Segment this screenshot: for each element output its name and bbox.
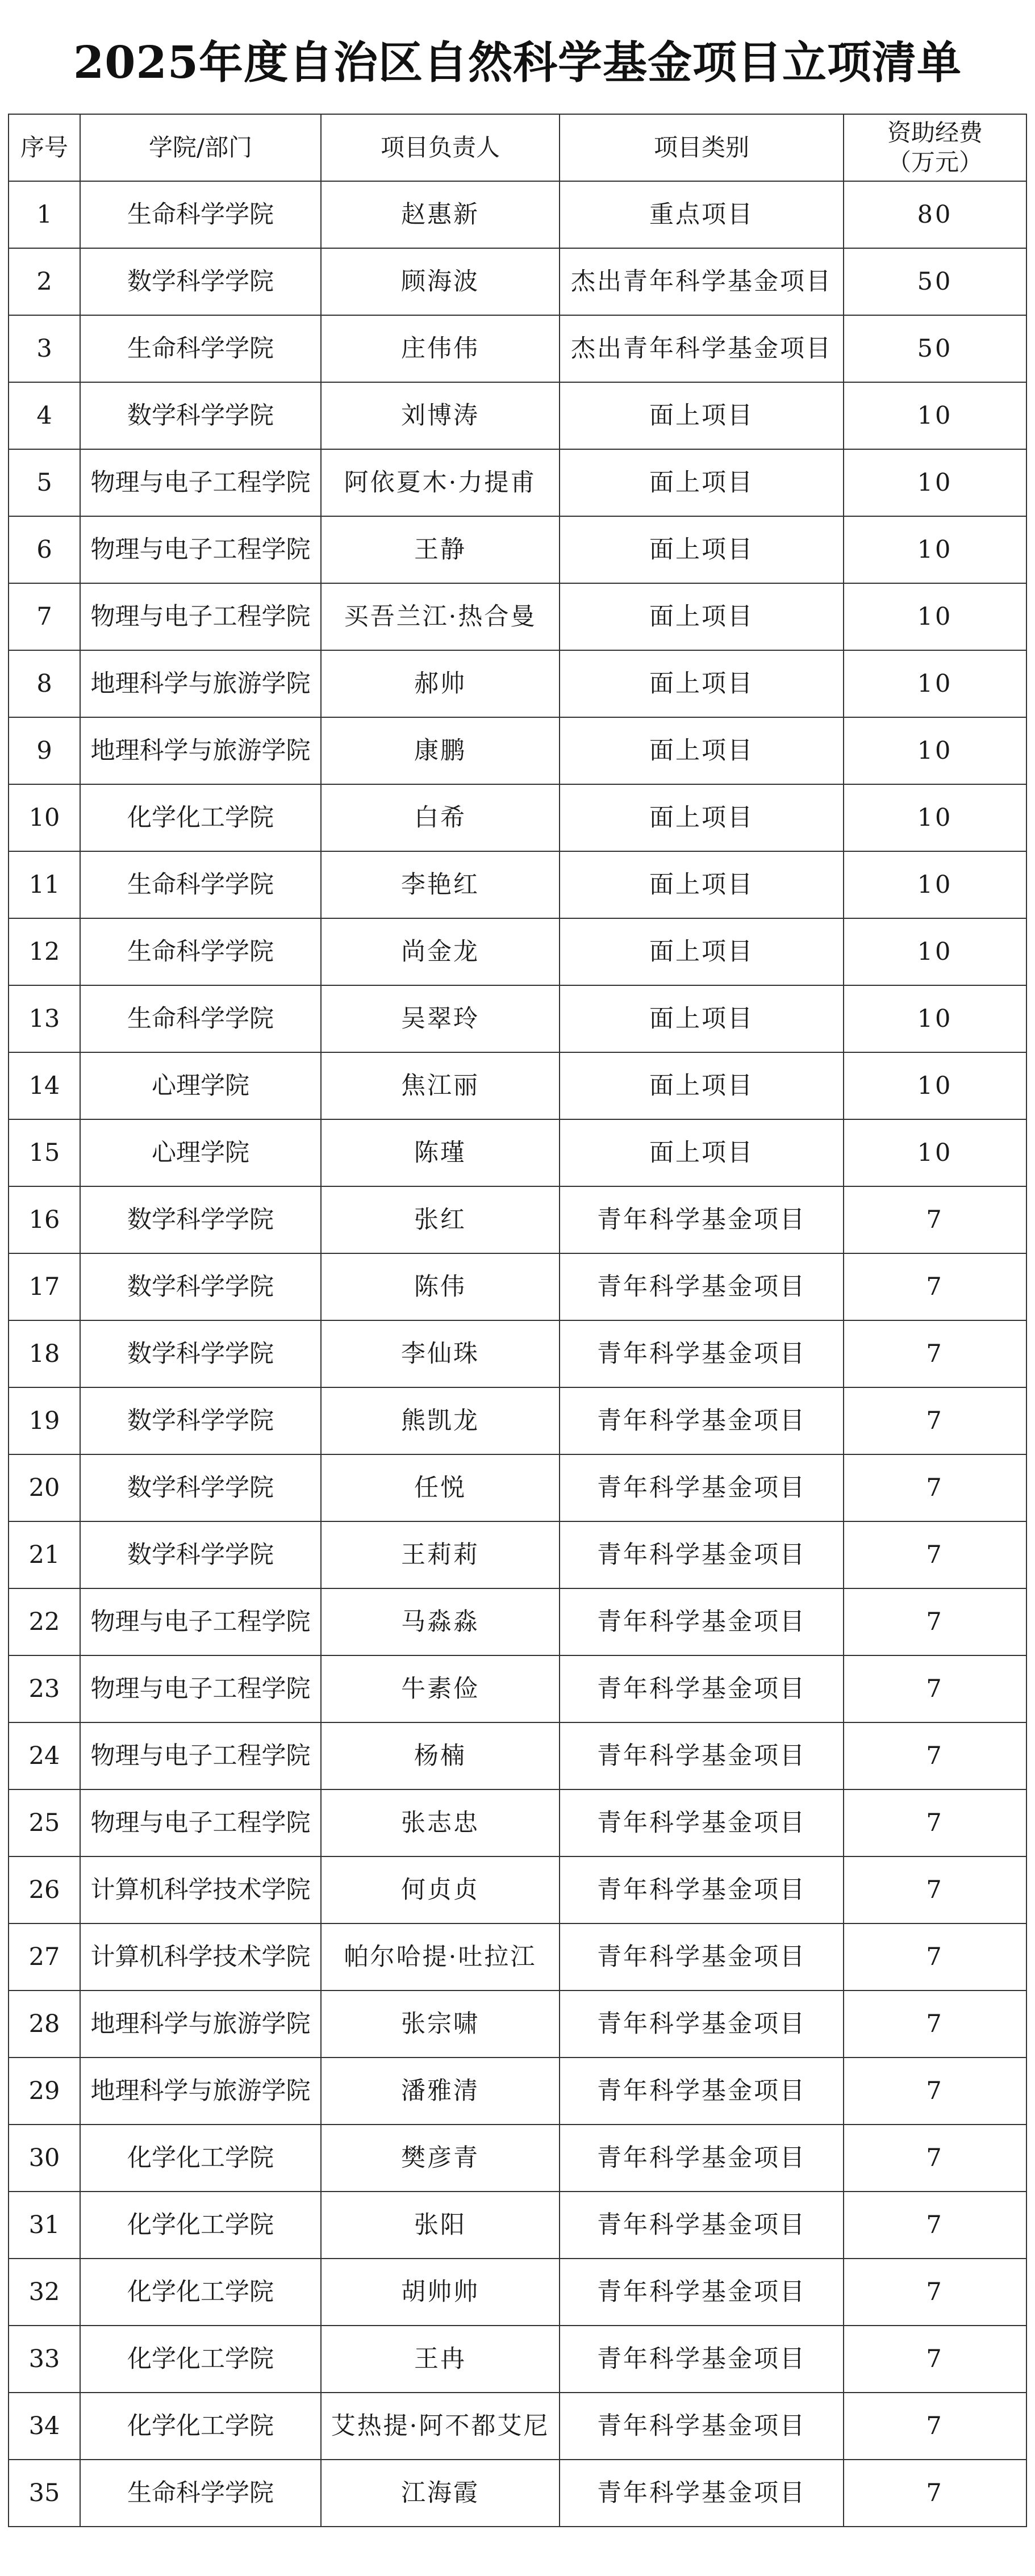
cell-category: 青年科学基金项目 bbox=[560, 1454, 844, 1521]
cell-leader: 张红 bbox=[321, 1186, 560, 1253]
cell-funding: 7 bbox=[844, 2125, 1026, 2192]
cell-no: 6 bbox=[9, 516, 80, 583]
table-row bbox=[9, 516, 1026, 583]
table-row bbox=[9, 1387, 1026, 1454]
cell-funding: 7 bbox=[844, 2192, 1026, 2259]
table-body bbox=[9, 181, 1026, 2527]
cell-no: 12 bbox=[9, 918, 80, 985]
cell-funding: 10 bbox=[844, 449, 1026, 516]
cell-department: 地理科学与旅游学院 bbox=[80, 1990, 321, 2058]
cell-leader: 任悦 bbox=[321, 1454, 560, 1521]
cell-funding: 10 bbox=[844, 717, 1026, 784]
cell-category: 面上项目 bbox=[560, 985, 844, 1052]
table-row bbox=[9, 2259, 1026, 2326]
cell-category: 青年科学基金项目 bbox=[560, 1990, 844, 2058]
header-leader: 项目负责人 bbox=[321, 114, 560, 181]
cell-funding: 7 bbox=[844, 1990, 1026, 2058]
cell-department: 心理学院 bbox=[80, 1119, 321, 1186]
cell-category: 面上项目 bbox=[560, 382, 844, 449]
table-row bbox=[9, 650, 1026, 717]
cell-funding: 10 bbox=[844, 851, 1026, 918]
cell-no: 2 bbox=[9, 248, 80, 315]
cell-leader: 江海霞 bbox=[321, 2460, 560, 2527]
cell-funding: 7 bbox=[844, 1722, 1026, 1789]
cell-no: 24 bbox=[9, 1722, 80, 1789]
cell-no: 17 bbox=[9, 1253, 80, 1320]
cell-department: 生命科学学院 bbox=[80, 985, 321, 1052]
table-row bbox=[9, 2058, 1026, 2125]
cell-leader: 马淼淼 bbox=[321, 1588, 560, 1655]
cell-category: 青年科学基金项目 bbox=[560, 2058, 844, 2125]
cell-no: 15 bbox=[9, 1119, 80, 1186]
table-row bbox=[9, 1253, 1026, 1320]
cell-department: 计算机科学技术学院 bbox=[80, 1856, 321, 1923]
cell-department: 地理科学与旅游学院 bbox=[80, 2058, 321, 2125]
cell-leader: 熊凯龙 bbox=[321, 1387, 560, 1454]
cell-funding: 7 bbox=[844, 2460, 1026, 2527]
cell-leader: 顾海波 bbox=[321, 248, 560, 315]
table-row bbox=[9, 2125, 1026, 2192]
cell-no: 30 bbox=[9, 2125, 80, 2192]
cell-leader: 王莉莉 bbox=[321, 1521, 560, 1588]
cell-funding: 10 bbox=[844, 784, 1026, 851]
table-row bbox=[9, 1119, 1026, 1186]
cell-department: 生命科学学院 bbox=[80, 181, 321, 248]
cell-no: 22 bbox=[9, 1588, 80, 1655]
cell-no: 10 bbox=[9, 784, 80, 851]
cell-no: 7 bbox=[9, 583, 80, 650]
cell-category: 青年科学基金项目 bbox=[560, 2393, 844, 2460]
cell-department: 地理科学与旅游学院 bbox=[80, 650, 321, 717]
table-row bbox=[9, 1923, 1026, 1990]
cell-no: 1 bbox=[9, 181, 80, 248]
cell-leader: 赵惠新 bbox=[321, 181, 560, 248]
cell-category: 青年科学基金项目 bbox=[560, 1789, 844, 1856]
table-row bbox=[9, 851, 1026, 918]
cell-category: 面上项目 bbox=[560, 717, 844, 784]
table-row bbox=[9, 248, 1026, 315]
cell-no: 18 bbox=[9, 1320, 80, 1387]
cell-funding: 7 bbox=[844, 1454, 1026, 1521]
cell-department: 计算机科学技术学院 bbox=[80, 1923, 321, 1990]
cell-department: 物理与电子工程学院 bbox=[80, 1655, 321, 1722]
cell-category: 青年科学基金项目 bbox=[560, 2192, 844, 2259]
cell-category: 青年科学基金项目 bbox=[560, 1253, 844, 1320]
cell-no: 29 bbox=[9, 2058, 80, 2125]
cell-department: 心理学院 bbox=[80, 1052, 321, 1119]
cell-department: 数学科学学院 bbox=[80, 1253, 321, 1320]
header-no: 序号 bbox=[9, 114, 80, 181]
cell-department: 物理与电子工程学院 bbox=[80, 583, 321, 650]
cell-category: 面上项目 bbox=[560, 583, 844, 650]
cell-leader: 李仙珠 bbox=[321, 1320, 560, 1387]
header-funding-line1: 资助经费 bbox=[887, 119, 983, 147]
cell-department: 物理与电子工程学院 bbox=[80, 1588, 321, 1655]
cell-leader: 买吾兰江·热合曼 bbox=[321, 583, 560, 650]
cell-department: 数学科学学院 bbox=[80, 1521, 321, 1588]
cell-category: 面上项目 bbox=[560, 1052, 844, 1119]
cell-no: 5 bbox=[9, 449, 80, 516]
cell-category: 面上项目 bbox=[560, 851, 844, 918]
cell-category: 青年科学基金项目 bbox=[560, 1655, 844, 1722]
cell-department: 物理与电子工程学院 bbox=[80, 1722, 321, 1789]
cell-department: 数学科学学院 bbox=[80, 1454, 321, 1521]
cell-leader: 康鹏 bbox=[321, 717, 560, 784]
cell-funding: 50 bbox=[844, 315, 1026, 382]
cell-funding: 80 bbox=[844, 181, 1026, 248]
header-funding-line2: （万元） bbox=[887, 148, 983, 176]
cell-leader: 白希 bbox=[321, 784, 560, 851]
cell-leader: 何贞贞 bbox=[321, 1856, 560, 1923]
cell-leader: 阿依夏木·力提甫 bbox=[321, 449, 560, 516]
cell-department: 物理与电子工程学院 bbox=[80, 449, 321, 516]
cell-no: 31 bbox=[9, 2192, 80, 2259]
cell-funding: 10 bbox=[844, 1052, 1026, 1119]
cell-no: 4 bbox=[9, 382, 80, 449]
cell-category: 青年科学基金项目 bbox=[560, 1856, 844, 1923]
cell-funding: 7 bbox=[844, 1923, 1026, 1990]
cell-leader: 王冉 bbox=[321, 2326, 560, 2393]
cell-funding: 50 bbox=[844, 248, 1026, 315]
cell-leader: 焦江丽 bbox=[321, 1052, 560, 1119]
table-row bbox=[9, 985, 1026, 1052]
cell-department: 化学化工学院 bbox=[80, 2326, 321, 2393]
table-row bbox=[9, 2192, 1026, 2259]
cell-category: 面上项目 bbox=[560, 1119, 844, 1186]
cell-leader: 胡帅帅 bbox=[321, 2259, 560, 2326]
cell-category: 面上项目 bbox=[560, 784, 844, 851]
cell-category: 青年科学基金项目 bbox=[560, 2460, 844, 2527]
cell-leader: 尚金龙 bbox=[321, 918, 560, 985]
cell-funding: 7 bbox=[844, 1521, 1026, 1588]
cell-leader: 张宗啸 bbox=[321, 1990, 560, 2058]
cell-no: 19 bbox=[9, 1387, 80, 1454]
table-row bbox=[9, 181, 1026, 248]
cell-leader: 刘博涛 bbox=[321, 382, 560, 449]
cell-category: 面上项目 bbox=[560, 918, 844, 985]
cell-leader: 张志忠 bbox=[321, 1789, 560, 1856]
cell-funding: 7 bbox=[844, 2326, 1026, 2393]
header-category: 项目类别 bbox=[560, 114, 844, 181]
cell-no: 8 bbox=[9, 650, 80, 717]
table-row bbox=[9, 1454, 1026, 1521]
cell-department: 化学化工学院 bbox=[80, 2125, 321, 2192]
cell-category: 重点项目 bbox=[560, 181, 844, 248]
cell-funding: 7 bbox=[844, 2058, 1026, 2125]
cell-funding: 7 bbox=[844, 1856, 1026, 1923]
table-row bbox=[9, 1521, 1026, 1588]
table-row bbox=[9, 1052, 1026, 1119]
table-row bbox=[9, 315, 1026, 382]
cell-department: 生命科学学院 bbox=[80, 315, 321, 382]
table-row bbox=[9, 1320, 1026, 1387]
cell-funding: 10 bbox=[844, 1119, 1026, 1186]
table-row bbox=[9, 1990, 1026, 2058]
cell-category: 青年科学基金项目 bbox=[560, 2326, 844, 2393]
cell-leader: 牛素俭 bbox=[321, 1655, 560, 1722]
cell-leader: 潘雅清 bbox=[321, 2058, 560, 2125]
cell-category: 青年科学基金项目 bbox=[560, 1387, 844, 1454]
cell-no: 3 bbox=[9, 315, 80, 382]
cell-department: 数学科学学院 bbox=[80, 382, 321, 449]
cell-department: 生命科学学院 bbox=[80, 851, 321, 918]
document-title: 2025年度自治区自然科学基金项目立项清单 bbox=[73, 37, 962, 89]
table-row bbox=[9, 1789, 1026, 1856]
cell-funding: 7 bbox=[844, 1186, 1026, 1253]
cell-leader: 樊彦青 bbox=[321, 2125, 560, 2192]
cell-department: 化学化工学院 bbox=[80, 2393, 321, 2460]
cell-leader: 王静 bbox=[321, 516, 560, 583]
cell-no: 26 bbox=[9, 1856, 80, 1923]
table-row bbox=[9, 2460, 1026, 2527]
table-row bbox=[9, 2326, 1026, 2393]
cell-leader: 陈瑾 bbox=[321, 1119, 560, 1186]
table-row bbox=[9, 1186, 1026, 1253]
table-row bbox=[9, 1856, 1026, 1923]
cell-leader: 杨楠 bbox=[321, 1722, 560, 1789]
cell-funding: 10 bbox=[844, 650, 1026, 717]
header-department: 学院/部门 bbox=[80, 114, 321, 181]
cell-no: 33 bbox=[9, 2326, 80, 2393]
cell-funding: 10 bbox=[844, 583, 1026, 650]
cell-funding: 7 bbox=[844, 1588, 1026, 1655]
table-row bbox=[9, 1588, 1026, 1655]
cell-funding: 7 bbox=[844, 1789, 1026, 1856]
cell-leader: 帕尔哈提·吐拉江 bbox=[321, 1923, 560, 1990]
cell-department: 数学科学学院 bbox=[80, 248, 321, 315]
cell-category: 青年科学基金项目 bbox=[560, 1320, 844, 1387]
cell-category: 面上项目 bbox=[560, 650, 844, 717]
table-row bbox=[9, 784, 1026, 851]
cell-funding: 7 bbox=[844, 1655, 1026, 1722]
cell-department: 生命科学学院 bbox=[80, 918, 321, 985]
cell-funding: 7 bbox=[844, 2259, 1026, 2326]
cell-funding: 10 bbox=[844, 382, 1026, 449]
cell-leader: 陈伟 bbox=[321, 1253, 560, 1320]
table-header bbox=[9, 114, 1026, 181]
cell-funding: 7 bbox=[844, 1387, 1026, 1454]
cell-no: 21 bbox=[9, 1521, 80, 1588]
table-row bbox=[9, 2393, 1026, 2460]
header-funding bbox=[844, 114, 1026, 181]
cell-category: 杰出青年科学基金项目 bbox=[560, 315, 844, 382]
cell-category: 青年科学基金项目 bbox=[560, 1588, 844, 1655]
cell-leader: 艾热提·阿不都艾尼 bbox=[321, 2393, 560, 2460]
cell-department: 化学化工学院 bbox=[80, 2192, 321, 2259]
cell-funding: 7 bbox=[844, 1253, 1026, 1320]
table-row bbox=[9, 1655, 1026, 1722]
cell-no: 11 bbox=[9, 851, 80, 918]
cell-no: 32 bbox=[9, 2259, 80, 2326]
cell-category: 青年科学基金项目 bbox=[560, 1186, 844, 1253]
table-row bbox=[9, 1722, 1026, 1789]
cell-funding: 10 bbox=[844, 918, 1026, 985]
cell-category: 青年科学基金项目 bbox=[560, 1923, 844, 1990]
cell-department: 化学化工学院 bbox=[80, 784, 321, 851]
cell-leader: 庄伟伟 bbox=[321, 315, 560, 382]
cell-no: 34 bbox=[9, 2393, 80, 2460]
cell-no: 35 bbox=[9, 2460, 80, 2527]
cell-funding: 7 bbox=[844, 2393, 1026, 2460]
table-row bbox=[9, 918, 1026, 985]
cell-category: 面上项目 bbox=[560, 516, 844, 583]
table-row bbox=[9, 583, 1026, 650]
cell-category: 杰出青年科学基金项目 bbox=[560, 248, 844, 315]
cell-category: 青年科学基金项目 bbox=[560, 1722, 844, 1789]
cell-department: 物理与电子工程学院 bbox=[80, 516, 321, 583]
cell-no: 20 bbox=[9, 1454, 80, 1521]
project-list-table bbox=[8, 114, 1027, 2527]
cell-leader: 李艳红 bbox=[321, 851, 560, 918]
cell-no: 9 bbox=[9, 717, 80, 784]
table-row bbox=[9, 717, 1026, 784]
cell-no: 23 bbox=[9, 1655, 80, 1722]
cell-department: 数学科学学院 bbox=[80, 1186, 321, 1253]
cell-leader: 吴翠玲 bbox=[321, 985, 560, 1052]
cell-leader: 张阳 bbox=[321, 2192, 560, 2259]
cell-no: 16 bbox=[9, 1186, 80, 1253]
cell-category: 面上项目 bbox=[560, 449, 844, 516]
cell-funding: 7 bbox=[844, 1320, 1026, 1387]
header-row bbox=[9, 114, 1026, 181]
cell-department: 化学化工学院 bbox=[80, 2259, 321, 2326]
cell-category: 青年科学基金项目 bbox=[560, 2259, 844, 2326]
table-row bbox=[9, 449, 1026, 516]
cell-department: 地理科学与旅游学院 bbox=[80, 717, 321, 784]
cell-department: 物理与电子工程学院 bbox=[80, 1789, 321, 1856]
cell-department: 数学科学学院 bbox=[80, 1320, 321, 1387]
cell-leader: 郝帅 bbox=[321, 650, 560, 717]
cell-no: 25 bbox=[9, 1789, 80, 1856]
cell-funding: 10 bbox=[844, 516, 1026, 583]
cell-funding: 10 bbox=[844, 985, 1026, 1052]
cell-department: 生命科学学院 bbox=[80, 2460, 321, 2527]
cell-no: 27 bbox=[9, 1923, 80, 1990]
table-row bbox=[9, 382, 1026, 449]
cell-no: 28 bbox=[9, 1990, 80, 2058]
cell-category: 青年科学基金项目 bbox=[560, 1521, 844, 1588]
cell-category: 青年科学基金项目 bbox=[560, 2125, 844, 2192]
cell-department: 数学科学学院 bbox=[80, 1387, 321, 1454]
cell-no: 13 bbox=[9, 985, 80, 1052]
cell-no: 14 bbox=[9, 1052, 80, 1119]
